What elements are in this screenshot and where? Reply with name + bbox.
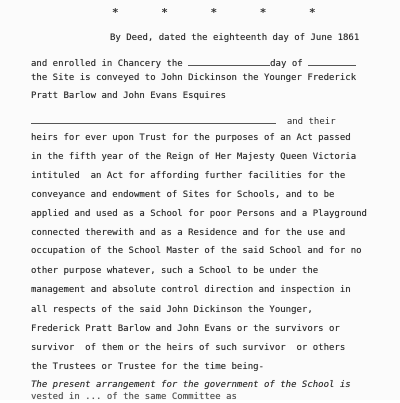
deed-line-12: occupation of the School Master of the said School and for no [31,246,362,256]
deed-line-17: survivor of them or the heirs of such survivor or others [31,343,346,353]
deed-line-2-day: day of [270,59,303,69]
deed-line-9: conveyance and endowment of Sites for Schools, and to be [31,190,335,200]
deed-line-5-end: and their [286,117,336,127]
deed-line-5 [31,115,336,128]
deed-line-8: intituled an Act for affording further facilities for the [31,171,346,181]
deed-line-1: By Deed, dated the eighteenth day of June 1861 [110,33,360,43]
deed-line-14: management and absolute control direction and inspection in [31,285,351,295]
blank-line [31,115,276,124]
blank-line [308,57,356,66]
deed-line-19: The present arrangement for the government of the School is [31,380,351,390]
section-asterisks: * * * * * [112,6,334,19]
deed-line-18: the Trustees or Trustee for the time being- [31,362,264,372]
deed-line-16: Frederick Pratt Barlow and John Evans or the survivors or [31,324,340,334]
deed-line-3: the Site is conveyed to John Dickinson the Younger Frederick [31,73,357,83]
deed-line-6: heirs for ever upon Trust for the purposes of an Act passed [31,133,351,143]
deed-line-13: other purpose whatever, such a School to be under the [31,266,319,276]
deed-line-11: connected therewith and as a Residence and for the use and [31,228,346,238]
deed-line-4: Pratt Barlow and John Evans Esquires [31,91,227,101]
deed-line-10: applied and used as a School for poor Persons and a Playground [31,209,367,219]
deed-line-2-start: and enrolled in Chancery the [31,59,183,69]
deed-line-2 [31,57,356,70]
blank-line [188,57,270,66]
deed-line-15: all respects of the said John Dickinson the Younger, [31,305,313,315]
deed-line-7: in the fifth year of the Reign of Her Majesty Queen Victoria [31,152,357,162]
deed-line-20: vested in ... of the same Committee as [31,392,237,402]
